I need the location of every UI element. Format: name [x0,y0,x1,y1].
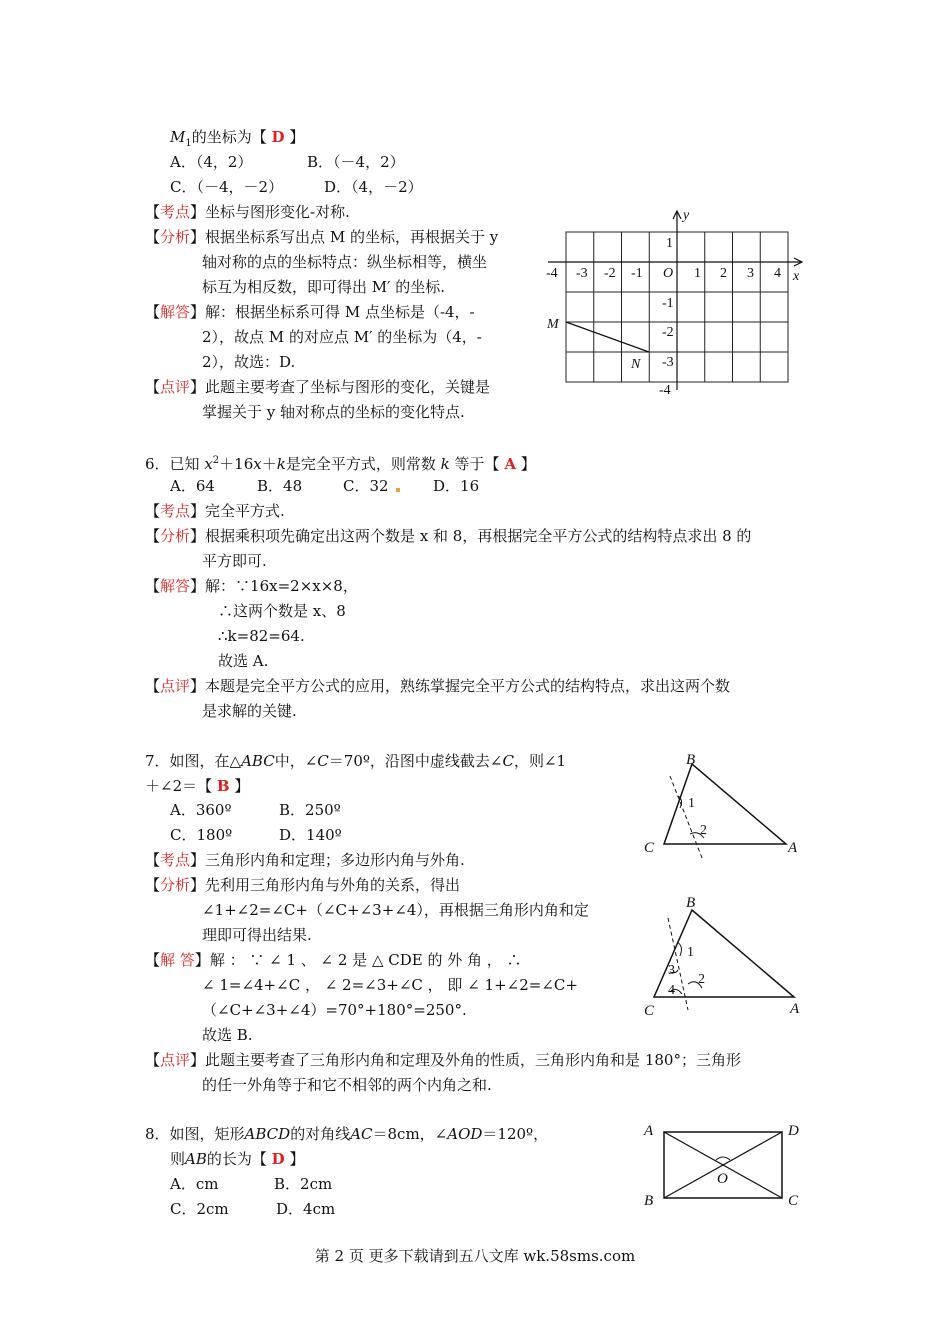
q7-c: C [317,752,329,770]
q6-kaodian: 【考点】完全平方式. [145,502,285,520]
x-label-3: 3 [747,266,754,281]
angle-2-label: 2 [698,972,705,987]
q5-fenxi: 【分析】根据坐标系写出点 M 的坐标，再根据关于 y [145,228,499,246]
q6-plus: ＋ [261,455,277,473]
q6-jieda: 【解答】解：∵16x=2×x×8， [145,577,358,595]
vertex-a-label: A [788,840,798,856]
q8-stem-d: ＝120º， [482,1125,549,1143]
triangle-figure-2 [640,890,810,1020]
q8-stem-2a: 则 [170,1150,186,1168]
q5-stem-tail: $M_1$的坐标为【 D 】 [170,128,305,149]
q8-ac: AC [350,1125,373,1143]
q8-option-a: A．cm [170,1175,219,1193]
jieda-label: 解 答 [160,951,195,969]
cut-line [670,776,702,858]
q8-stem-2b: 的长为 [206,1150,252,1168]
q7-stem-line2: ＋∠2＝【 B 】 [145,777,250,795]
kaodian-text: 三角形内角和定理；多边形内角与外角. [205,851,465,869]
q6-option-a: A．64 [170,477,215,495]
fenxi-label: 分析 [160,228,191,246]
q6-jieda-line2: ∴这两个数是 x、8 [218,602,346,620]
q6-x: x [204,455,213,473]
q7-stem-line1 [145,751,566,771]
x-label-neg2: -2 [604,266,616,281]
q7-jieda-line4: 故选 B. [202,1026,253,1044]
q7-jieda-line2: ∠ 1=∠4+∠C ， ∠ 2=∠3+∠C ， 即 ∠ 1+∠2=∠C+ [202,976,578,994]
q7-option-a: A．360º [170,801,232,819]
m1-base: M [170,128,186,146]
q8-option-b: B．2cm [274,1175,333,1193]
q7-fenxi: 【分析】先利用三角形内角与外角的关系，得出 [145,876,461,894]
triangle-figure-1 [640,748,810,860]
q6-mid: 是完全平方式，则常数 [285,455,436,473]
y-label-neg4: -4 [659,383,671,398]
vertex-c-label: C [788,1193,799,1209]
q5-option-b: B．（－4，2） [307,153,405,171]
jieda-text: 解：根据坐标系可得 M 点坐标是（-4，- [205,303,475,321]
rectangle-figure [640,1118,810,1214]
q6-option-d: D．16 [433,477,480,495]
q6-dianping: 【点评】本题是完全平方公式的应用，熟练掌握完全平方公式的结构特点，求出这两个数 [145,677,731,695]
angle-aod-arc [716,1157,730,1160]
dianping-text: 此题主要考查了坐标与图形的变化，关键是 [205,378,491,396]
q7-stem-b: 中，∠ [274,752,318,770]
x-label-1: 1 [694,266,701,281]
q8-aod: AOD [447,1125,483,1143]
kaodian-label: 考点 [160,502,191,520]
dianping-label: 点评 [160,1051,191,1069]
q5-option-c: C．（－4，－2） [170,178,284,196]
q7-jieda: 【解 答】解 ： ∵ ∠ 1 、 ∠ 2 是 △ CDE 的 外 角 ， ∴ [145,951,522,969]
q7-option-d: D．140º [279,826,342,844]
q8-ab: AB [185,1150,207,1168]
origin-label: O [663,266,674,281]
q8-option-c: C．2cm [170,1200,229,1218]
vertex-b-label: B [686,895,696,911]
kaodian-text: 完全平方式. [205,502,285,520]
axis-y-label: y [683,208,690,223]
x-label-neg1: -1 [631,266,643,281]
angle-1-label: 1 [688,796,695,811]
q7-jieda-line3: （∠C+∠3+∠4）=70°+180°=250°. [202,1001,467,1019]
q6-tail: 等于 [454,455,485,473]
q6-jieda-line4: 故选 A. [218,652,269,670]
q6-plus16: ＋16 [219,455,254,473]
dianping-text: 本题是完全平方公式的应用，熟练掌握完全平方公式的结构特点，求出这两个数 [205,677,731,695]
vertex-b-label: B [644,1193,654,1209]
jieda-text: 解：∵16x=2×x×8， [205,577,358,595]
q5-dianping-line2: 掌握关于 y 轴对称点的坐标的变化特点. [202,403,465,421]
q7-stem-c: ＝70º，沿图中虚线截去∠ [328,752,503,770]
q5-jieda-line2: 2），故点 M 的对应点 M′ 的坐标为（4，- [202,328,482,346]
kaodian-label: 考点 [160,203,191,221]
q8-stem-line1 [145,1124,548,1144]
q8-option-d: D．4cm [276,1200,336,1218]
q5-option-a: A．（4，2） [170,153,253,171]
q6-jieda-line3: ∴k=82=64. [218,627,305,645]
q5-dianping: 【点评】此题主要考查了坐标与图形的变化，关键是 [145,378,491,396]
coordinate-grid-figure [540,205,810,400]
point-m-label: M [547,317,559,332]
jieda-label: 解答 [160,303,191,321]
q7-fenxi-line2: ∠1+∠2=∠C+（∠C+∠3+∠4），再根据三角形内角和定 [202,901,589,919]
q6-option-b: B．48 [257,477,303,495]
point-n-label: N [631,357,641,372]
kaodian-label: 考点 [160,851,191,869]
vertex-a-label: A [644,1123,654,1139]
q8-answer: D [271,1150,285,1168]
fenxi-text: 根据坐标系写出点 M 的坐标，再根据关于 y [205,228,499,246]
dianping-label: 点评 [160,677,191,695]
angle-4-label: 4 [668,983,675,998]
q6-sup: 2 [212,455,220,466]
q7-dianping: 【点评】此题主要考查了三角形内角和定理及外角的性质，三角形内角和是 180°；三角形 [145,1051,741,1069]
dianping-label: 点评 [160,378,191,396]
triangle-abc [664,764,786,844]
q7-stem-2: ＋∠2＝ [145,777,198,795]
q6-answer: A [504,455,516,473]
q8-stem-b: 的对角线 [290,1125,351,1143]
y-label-neg3: -3 [662,355,674,370]
m1-sub: 1 [185,138,192,149]
angle-2-label: 2 [700,823,707,838]
y-label-neg1: -1 [662,296,674,311]
vertex-d-label: D [788,1123,799,1139]
q7-stem-a: 7．如图，在△ [145,752,242,770]
q5-stem-text: 的坐标为 [191,128,252,146]
q5-kaodian: 【考点】坐标与图形变化-对称. [145,203,350,221]
kaodian-text: 坐标与图形变化-对称. [205,203,350,221]
q6-k: k [276,455,286,473]
q6-stem: 6．已知 $x^2+16x+k$是完全平方式，则常数 k 等于【 A 】 [145,455,536,473]
q5-jieda: 【解答】解：根据坐标系可得 M 点坐标是（-4，- [145,303,475,321]
fenxi-label: 分析 [160,527,191,545]
q7-kaodian: 【考点】三角形内角和定理；多边形内角与外角. [145,851,465,869]
axis-x-label: x [793,269,800,284]
vertex-c-label: C [644,1003,655,1019]
q7-dianping-line2: 的任一外角等于和它不相邻的两个内角之和. [202,1076,492,1094]
fenxi-text: 先利用三角形内角与外角的关系，得出 [205,876,461,894]
q5-fenxi-line3: 标互为相反数，即可得出 M′ 的坐标. [202,278,446,296]
q6-x2: x [253,455,262,473]
decorative-dot [396,488,400,492]
segment-mn [566,322,649,352]
q6-k2: k [440,455,450,473]
q8-stem-a: 8．如图，矩形 [145,1125,245,1143]
q7-c2: C [502,752,514,770]
x-label-2: 2 [720,266,727,281]
q7-option-b: B．250º [279,801,341,819]
triangle-abc-2 [654,910,794,997]
y-label-1: 1 [666,236,673,251]
q5-jieda-line3: 2），故选：D. [202,353,296,371]
q5-fenxi-line2: 轴对称的点的坐标特点：纵坐标相等，横坐 [202,253,488,271]
q6-option-c: C．32 [343,477,389,495]
q6-fenxi: 【分析】根据乘积项先确定出这两个数是 x 和 8，再根据完全平方公式的结构特点求出 8 的 [145,527,752,545]
q7-stem-d: ，则∠1 [513,752,567,770]
q5-answer: D [271,128,285,146]
q7-abc: ABC [241,752,275,770]
page-footer: 第 2 页 更多下载请到五八文库 wk.58sms.com [314,1247,636,1265]
q6-dianping-line2: 是求解的关键. [202,702,297,720]
q6-number: 6．已知 [145,455,200,473]
q8-stem-line2: 则AB的长为【 D 】 [170,1150,305,1168]
x-label-neg3: -3 [576,266,588,281]
q7-option-c: C．180º [170,826,233,844]
fenxi-label: 分析 [160,876,191,894]
x-label-4: 4 [774,266,781,281]
vertex-a-label: A [790,1001,800,1017]
q8-stem-c: ＝8cm，∠ [372,1125,448,1143]
dianping-text: 此题主要考查了三角形内角和定理及外角的性质，三角形内角和是 180°；三角形 [205,1051,741,1069]
y-label-neg2: -2 [662,325,674,340]
jieda-text: 解 ： ∵ ∠ 1 、 ∠ 2 是 △ CDE 的 外 角 ， ∴ [209,951,522,969]
x-label-neg4: -4 [546,266,558,281]
jieda-label: 解答 [160,577,191,595]
fenxi-text: 根据乘积项先确定出这两个数是 x 和 8，再根据完全平方公式的结构特点求出 8 的 [205,527,752,545]
q8-abcd: ABCD [244,1125,291,1143]
q5-option-d: D．（4，－2） [324,178,423,196]
vertex-c-label: C [644,840,655,856]
q6-fenxi-line2: 平方即可. [202,552,267,570]
vertex-b-label: B [686,752,696,768]
q7-answer: B [216,777,230,795]
angle-3-label: 3 [668,963,675,978]
center-o-label: O [717,1171,728,1187]
angle-1-label: 1 [687,945,694,960]
q7-fenxi-line3: 理即可得出结果. [202,926,312,944]
